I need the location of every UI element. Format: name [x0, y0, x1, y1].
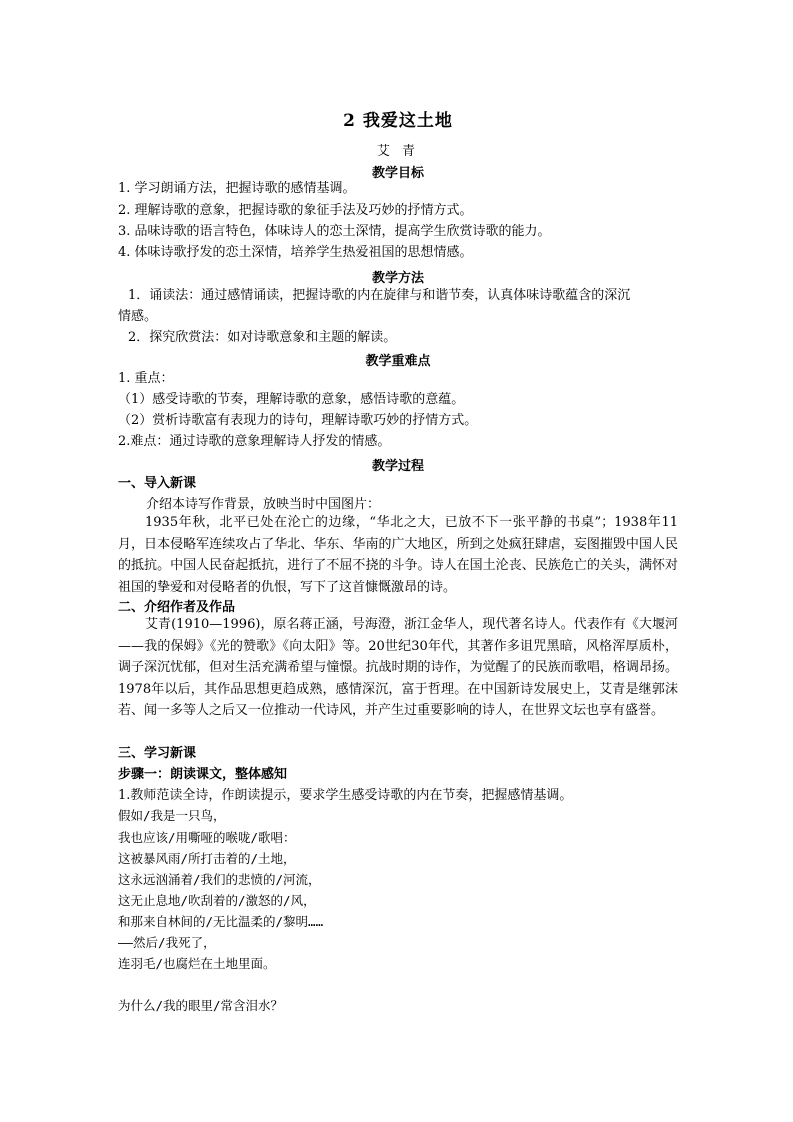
keypoint-item: 2.难点：通过诗歌的意象理解诗人抒发的情感。 [118, 434, 391, 449]
poem-line: 这永远汹涌着/我们的悲愤的/河流， [118, 872, 321, 887]
author-name: 艾 青 [376, 144, 420, 159]
keypoint-item: （1）感受诗歌的节奏，理解诗歌的意象，感悟诗歌的意蕴。 [118, 392, 465, 407]
background-paragraph: 1935年秋，北平已处在沦亡的边缘，“华北之大，已放不下一张平静的书桌”；1938年11月，日本侵略军连续攻占了华北、华东、华南的广大地区，所到之处疯狂肆虐，妄图摧毁中国人民的抵抗。中国人民奋起抵抗，进行了不屈不挠的斗争。诗人在国土沦丧、民族危亡的关头，满怀对祖国的挚爱和对侵略者的仇恨，写下了这首慷慨激昂的诗。 [118, 515, 678, 595]
goal-item: 3. 品味诗歌的语言特色，体味诗人的恋土深情，提高学生欣赏诗歌的能力。 [118, 224, 551, 239]
method-item: 2．探究欣赏法：如对诗歌意象和主题的解读。 [128, 330, 397, 345]
goal-item: 1. 学习朗诵方法，把握诗歌的感情基调。 [118, 181, 356, 196]
poem-line: 连羽毛/也腐烂在土地里面。 [118, 956, 276, 971]
keypoint-item: （2）赏析诗歌富有表现力的诗句，理解诗歌巧妙的抒情方式。 [118, 413, 478, 428]
poem-line: ——然后/我死了， [118, 935, 216, 950]
section-heading: 三、学习新课 [118, 746, 197, 761]
poem-line: 这被暴风雨/所打击着的/土地， [118, 851, 296, 866]
keypoints-heading: 教学重难点 [365, 354, 431, 369]
step-item: 1.教师范读全诗，作朗读提示，要求学生感受诗歌的内在节奏，把握感情基调。 [118, 788, 573, 803]
process-heading: 教学过程 [371, 459, 424, 474]
lesson-title: 2 我爱这土地 [343, 111, 453, 131]
keypoint-item: 1. 重点： [118, 371, 174, 386]
goals-heading: 教学目标 [371, 166, 424, 181]
goal-item: 2. 理解诗歌的意象，把握诗歌的象征手法及巧妙的抒情方式。 [118, 203, 473, 218]
methods-heading: 教学方法 [371, 271, 424, 286]
section-intro: 介绍本诗写作背景，放映当时中国图片： [146, 497, 381, 512]
method-item-cont: 情感。 [118, 309, 158, 324]
goal-item: 4. 体味诗歌抒发的恋土深情，培养学生热爱祖国的思想情感。 [118, 245, 473, 260]
section-heading: 二、介绍作者及作品 [118, 600, 236, 615]
poem-line: 假如/我是一只鸟， [118, 808, 226, 823]
poem-line: 和那来自林间的/无比温柔的/黎明…… [118, 914, 324, 929]
step-heading: 步骤一：朗读课文，整体感知 [118, 767, 288, 782]
method-item: 1．诵读法：通过感情诵读，把握诗歌的内在旋律与和谐节奏，认真体味诗歌蕴含的深沉 [128, 288, 631, 303]
poem-line: 这无止息地/吹刮着的/激怒的/风， [118, 893, 316, 908]
poem-line: 为什么/我的眼里/常含泪水？ [118, 998, 284, 1013]
section-heading: 一、导入新课 [118, 476, 197, 491]
author-paragraph: 艾青(1910—1996)，原名蒋正涵，号海澄，浙江金华人，现代著名诗人。代表作有《大堰河——我的保姆》《光的赞歌》《向太阳》等。20世纪30年代，其著作多诅咒黑暗，风格浑厚质朴，调子深沉忧郁，但对生活充满希望与憧憬。抗战时期的诗作，为觉醒了的民族而歌唱，格调昂扬。1978年以后，其作品思想更趋成熟，感情深沉，富于哲理。在中国新诗发展史上，艾青是继郭沫若、闻一多等人之后又一位推动一代诗风，并产生过重要影响的诗人，在世界文坛也享有盛誉。 [118, 617, 678, 718]
poem-line: 我也应该/用嘶哑的喉咙/歌唱： [118, 830, 296, 845]
